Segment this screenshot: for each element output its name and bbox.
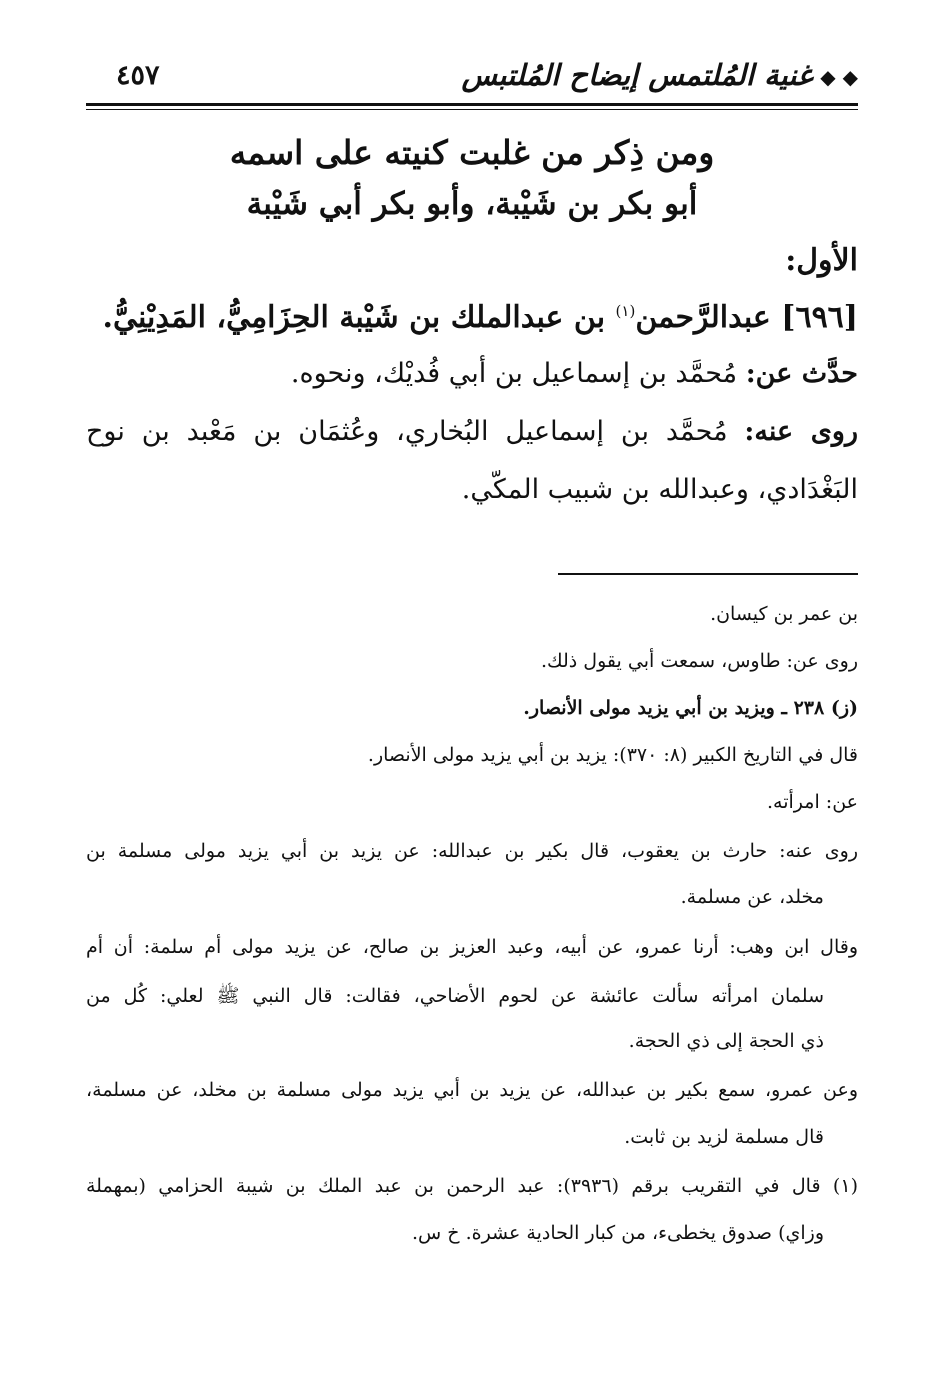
entry-number: [٦٩٦] [781, 300, 858, 335]
entry-heading [86, 300, 858, 335]
section-title: ومن ذِكر من غلبت كنيته على اسمه [229, 133, 715, 172]
header-rule-thin [86, 109, 858, 110]
book-title [461, 58, 858, 92]
footnote-separator [558, 573, 858, 575]
page-number: ٤٥٧ [116, 60, 160, 91]
footnote-line: عن: امرأته. [767, 791, 858, 813]
footnote-reference[interactable]: (١) [615, 302, 636, 320]
narrated-from-text: مُحمَّد بن إسماعيل بن أبي فُديْك، ونحوه. [290, 358, 738, 389]
footnote-line: روى عن: طاوس، سمعت أبي يقول ذلك. [540, 650, 858, 672]
footnote-line: قال مسلمة لزيد بن ثابت. [624, 1126, 824, 1148]
footnote-line: سلمان امرأته سألت عائشة عن لحوم الأضاحي، فقالت: قال النبي ﷺ لعلي: كُل من [86, 985, 824, 1007]
ordinal-heading: الأول: [785, 243, 858, 278]
footnote-line: مخلد، عن مسلمة. [680, 886, 824, 908]
footnote-line: وزاي) صدوق يخطىء، من كبار الحادية عشرة. خ س. [412, 1222, 824, 1244]
narrated-from-label: حدَّث عن: [745, 358, 858, 389]
footnote-line: روى عنه: حارث بن يعقوب، قال بكير بن عبدالله: عن يزيد بن أبي يزيد مولى مسلمة بن [86, 840, 858, 862]
footnote-line: ذي الحجة إلى ذي الحجة. [628, 1030, 824, 1052]
footnote-line: (١) قال في التقريب برقم (٣٩٣٦): عبد الرحمن بن عبد الملك بن شيبة الحزامي (بمهملة [86, 1175, 858, 1197]
footnote-line: بن عمر بن كيسان. [710, 603, 858, 625]
entry-name-part-b: بن عبدالملك بن شَيْبة الحِزَامِيُّ، المَدِيْنِيُّ. [102, 300, 606, 335]
narrators-text-1: مُحمَّد بن إسماعيل البُخاري، وعُثمَان بن مَعْبد بن نوح [86, 416, 728, 447]
narrators-line-2: البَغْدَادي، وعبدالله بن شبيب المكّي. [461, 474, 858, 505]
footnote-line: وعن عمرو، سمع بكير بن عبدالله، عن يزيد بن أبي يزيد مولى مسلمة بن مخلد، عن مسلمة، [86, 1079, 858, 1101]
header-rule [86, 103, 858, 106]
narrators-line-1 [86, 416, 858, 447]
book-title-text: غنية المُلتمس إيضاح المُلتبس [461, 58, 813, 92]
entry-name-part-a: عبدالرَّحمن [635, 300, 771, 335]
footnote-line: (ز) ٢٣٨ ـ ويزيد بن أبي يزيد مولى الأنصار. [523, 697, 858, 719]
narrators-label: روى عنه: [744, 416, 858, 447]
section-subtitle: أبو بكر بن شَيْبة، وأبو بكر أبي شَيْبة [246, 186, 698, 222]
footnote-line: قال في التاريخ الكبير (٨: ٣٧٠): يزيد بن أبي يزيد مولى الأنصار. [367, 744, 858, 766]
running-header [86, 58, 858, 100]
narrated-from-line [86, 358, 858, 389]
footnote-line: وقال ابن وهب: أرنا عمرو، عن أبيه، وعبد العزيز بن صالح، عن يزيد مولى أم سلمة: أن أم [86, 936, 858, 958]
diamond-ornament-icon: ◆ ◆ [820, 65, 858, 89]
